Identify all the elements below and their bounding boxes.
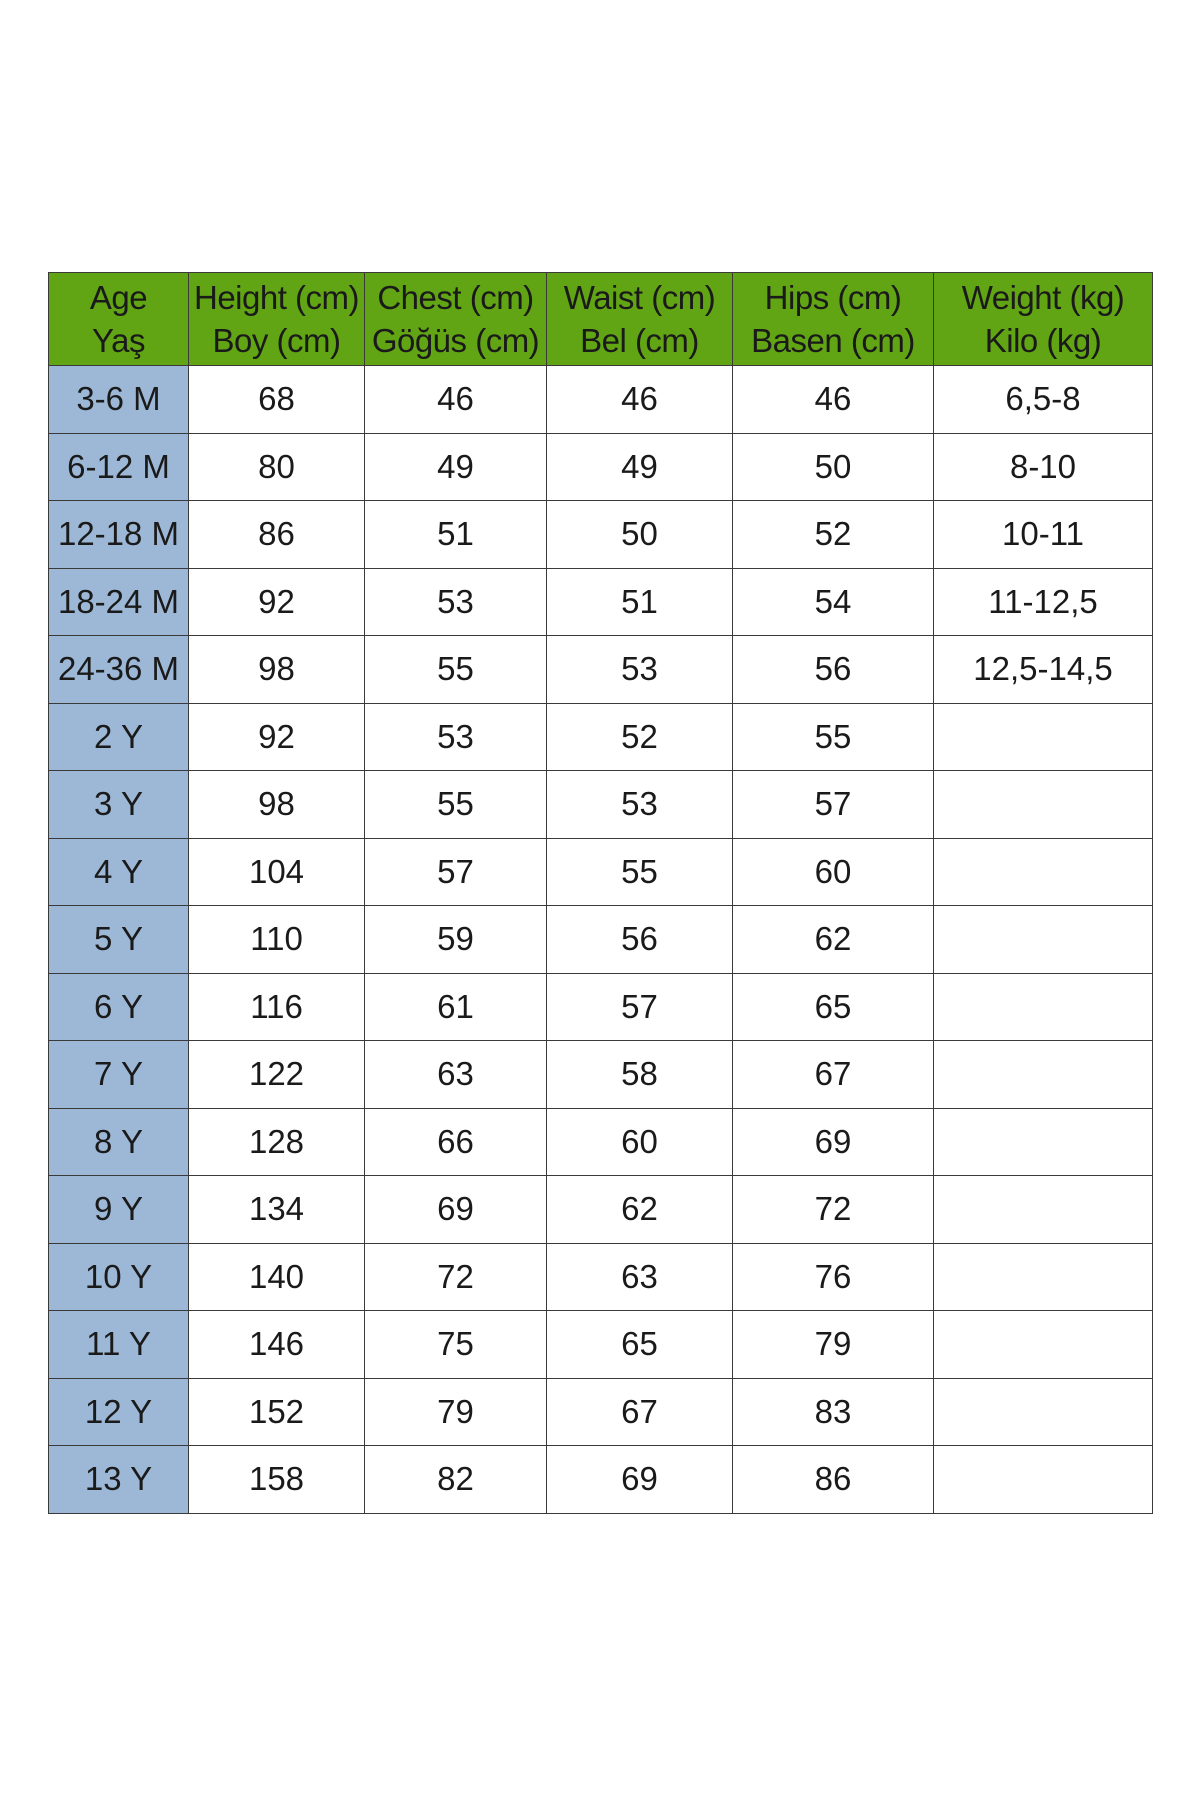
cell-waist: 53 [547,636,733,704]
cell-age: 6-12 M [49,433,189,501]
cell-weight [934,906,1153,974]
cell-height: 68 [189,366,365,434]
cell-waist: 46 [547,366,733,434]
cell-height: 92 [189,703,365,771]
header-row [49,273,1153,366]
cell-age: 13 Y [49,1446,189,1514]
header-hips-tr: Basen (cm) [751,322,915,359]
cell-waist: 53 [547,771,733,839]
cell-age: 4 Y [49,838,189,906]
cell-height: 158 [189,1446,365,1514]
cell-waist: 60 [547,1108,733,1176]
cell-age: 18-24 M [49,568,189,636]
header-chest-tr: Göğüs (cm) [371,322,540,359]
cell-age: 10 Y [49,1243,189,1311]
cell-waist: 49 [547,433,733,501]
header-weight-en: Weight (kg) [961,279,1125,316]
table-row [49,1378,1153,1446]
cell-height: 146 [189,1311,365,1379]
cell-weight [934,1378,1153,1446]
header-waist-en: Waist (cm) [563,279,716,316]
header-weight [934,273,1153,366]
cell-height: 152 [189,1378,365,1446]
cell-hips: 65 [733,973,934,1041]
cell-waist: 62 [547,1176,733,1244]
header-age-tr: Yaş [92,322,145,359]
table-row [49,838,1153,906]
cell-weight [934,973,1153,1041]
cell-age: 3 Y [49,771,189,839]
cell-hips: 72 [733,1176,934,1244]
table-row [49,1311,1153,1379]
cell-hips: 56 [733,636,934,704]
table-header [49,273,1153,366]
cell-waist: 56 [547,906,733,974]
cell-weight [934,1446,1153,1514]
header-age [49,273,189,366]
cell-waist: 58 [547,1041,733,1109]
cell-height: 122 [189,1041,365,1109]
table-row [49,1108,1153,1176]
cell-hips: 62 [733,906,934,974]
header-height [189,273,365,366]
header-hips-en: Hips (cm) [764,279,902,316]
table-row [49,703,1153,771]
cell-waist: 67 [547,1378,733,1446]
header-waist-tr: Bel (cm) [580,322,699,359]
cell-hips: 60 [733,838,934,906]
table-row [49,433,1153,501]
cell-age: 11 Y [49,1311,189,1379]
cell-hips: 54 [733,568,934,636]
table-row [49,366,1153,434]
cell-height: 140 [189,1243,365,1311]
header-chest [365,273,547,366]
cell-chest: 66 [365,1108,547,1176]
cell-hips: 55 [733,703,934,771]
cell-height: 98 [189,636,365,704]
cell-weight [934,1243,1153,1311]
cell-chest: 57 [365,838,547,906]
header-waist [547,273,733,366]
cell-chest: 55 [365,771,547,839]
size-chart-table [48,272,1153,1514]
header-height-en: Height (cm) [193,279,360,316]
table-row [49,636,1153,704]
cell-hips: 76 [733,1243,934,1311]
cell-chest: 51 [365,501,547,569]
cell-chest: 55 [365,636,547,704]
table-body [49,366,1153,1514]
table-row [49,568,1153,636]
cell-weight [934,838,1153,906]
cell-waist: 63 [547,1243,733,1311]
table-row [49,501,1153,569]
cell-age: 9 Y [49,1176,189,1244]
header-weight-tr: Kilo (kg) [984,322,1102,359]
cell-hips: 52 [733,501,934,569]
cell-height: 116 [189,973,365,1041]
cell-height: 128 [189,1108,365,1176]
header-chest-en: Chest (cm) [377,279,534,316]
cell-age: 12-18 M [49,501,189,569]
table-row [49,1176,1153,1244]
header-age-en: Age [89,279,148,316]
cell-waist: 57 [547,973,733,1041]
cell-weight: 6,5-8 [934,366,1153,434]
cell-weight [934,703,1153,771]
table-row [49,1446,1153,1514]
cell-chest: 59 [365,906,547,974]
cell-height: 134 [189,1176,365,1244]
header-hips [733,273,934,366]
cell-chest: 79 [365,1378,547,1446]
cell-chest: 75 [365,1311,547,1379]
cell-hips: 57 [733,771,934,839]
cell-weight [934,1176,1153,1244]
cell-hips: 46 [733,366,934,434]
cell-hips: 50 [733,433,934,501]
cell-hips: 83 [733,1378,934,1446]
cell-age: 3-6 M [49,366,189,434]
cell-weight [934,1108,1153,1176]
cell-height: 92 [189,568,365,636]
cell-waist: 50 [547,501,733,569]
table-row [49,973,1153,1041]
cell-chest: 53 [365,568,547,636]
cell-chest: 61 [365,973,547,1041]
table-row [49,771,1153,839]
cell-height: 98 [189,771,365,839]
cell-weight: 11-12,5 [934,568,1153,636]
cell-weight: 10-11 [934,501,1153,569]
cell-chest: 72 [365,1243,547,1311]
cell-age: 8 Y [49,1108,189,1176]
table-row [49,1243,1153,1311]
cell-height: 104 [189,838,365,906]
cell-chest: 49 [365,433,547,501]
table-row [49,1041,1153,1109]
cell-age: 12 Y [49,1378,189,1446]
cell-chest: 82 [365,1446,547,1514]
cell-height: 110 [189,906,365,974]
cell-waist: 51 [547,568,733,636]
cell-age: 24-36 M [49,636,189,704]
cell-chest: 53 [365,703,547,771]
cell-waist: 52 [547,703,733,771]
cell-weight [934,1311,1153,1379]
table-row [49,906,1153,974]
cell-weight [934,771,1153,839]
cell-height: 86 [189,501,365,569]
cell-hips: 69 [733,1108,934,1176]
cell-age: 7 Y [49,1041,189,1109]
cell-hips: 86 [733,1446,934,1514]
header-height-tr: Boy (cm) [212,322,341,359]
cell-waist: 65 [547,1311,733,1379]
cell-age: 5 Y [49,906,189,974]
cell-waist: 69 [547,1446,733,1514]
cell-waist: 55 [547,838,733,906]
cell-age: 2 Y [49,703,189,771]
cell-age: 6 Y [49,973,189,1041]
cell-height: 80 [189,433,365,501]
cell-hips: 79 [733,1311,934,1379]
cell-chest: 46 [365,366,547,434]
cell-weight: 8-10 [934,433,1153,501]
cell-chest: 69 [365,1176,547,1244]
cell-weight [934,1041,1153,1109]
cell-chest: 63 [365,1041,547,1109]
cell-hips: 67 [733,1041,934,1109]
cell-weight: 12,5-14,5 [934,636,1153,704]
